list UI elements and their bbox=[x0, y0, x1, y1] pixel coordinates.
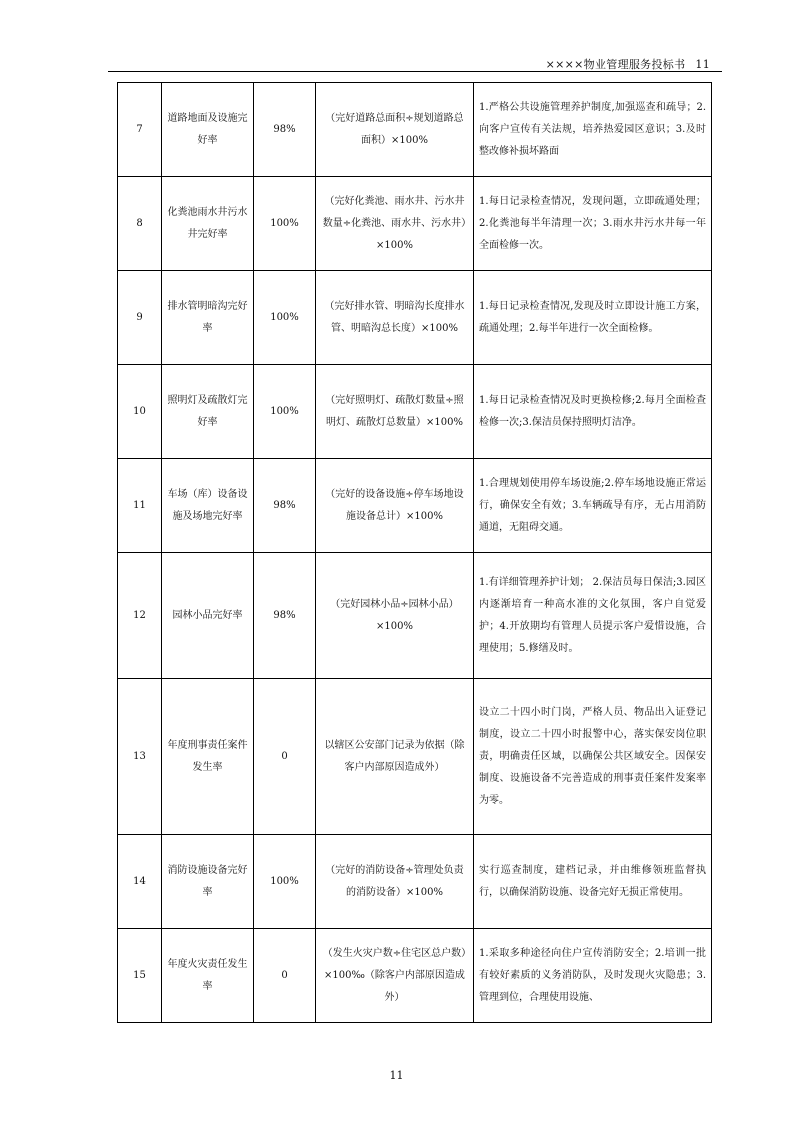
row-target: 98% bbox=[254, 83, 316, 177]
row-number: 7 bbox=[118, 83, 162, 177]
row-item: 道路地面及设施完好率 bbox=[162, 83, 254, 177]
header-page-number: 11 bbox=[695, 58, 710, 71]
table-row bbox=[118, 365, 712, 459]
table-row bbox=[118, 679, 712, 835]
footer-page-number: 11 bbox=[389, 1069, 404, 1082]
header-text bbox=[546, 56, 710, 72]
row-item: 年度火灾责任发生率 bbox=[162, 929, 254, 1023]
row-measure: 1.每日记录检查情况,发现及时立即设计施工方案，疏通处理；2.每半年进行一次全面检修。 bbox=[474, 271, 712, 365]
row-number: 8 bbox=[118, 177, 162, 271]
row-number: 9 bbox=[118, 271, 162, 365]
row-item: 化粪池雨水井污水井完好率 bbox=[162, 177, 254, 271]
row-formula: 以辖区公安部门记录为依据（除客户内部原因造成外） bbox=[316, 679, 474, 835]
table-row bbox=[118, 553, 712, 679]
row-item: 照明灯及疏散灯完好率 bbox=[162, 365, 254, 459]
row-formula: （完好排水管、明暗沟长度排水管、明暗沟总长度）×100% bbox=[316, 271, 474, 365]
row-measure: 实行巡查制度，建档记录，并由维修领班监督执行，以确保消防设施、设备完好无损正常使用。 bbox=[474, 835, 712, 929]
row-target: 0 bbox=[254, 679, 316, 835]
table-row bbox=[118, 271, 712, 365]
table-row bbox=[118, 177, 712, 271]
row-item: 年度刑事责任案件发生率 bbox=[162, 679, 254, 835]
page-header bbox=[108, 52, 722, 72]
row-target: 100% bbox=[254, 365, 316, 459]
row-target: 100% bbox=[254, 177, 316, 271]
row-number: 11 bbox=[118, 459, 162, 553]
row-measure: 1.采取多种途径向住户宣传消防安全；2.培训一批有较好素质的义务消防队，及时发现火灾隐患；3.管理到位，合理使用设施、 bbox=[474, 929, 712, 1023]
table-row bbox=[118, 83, 712, 177]
row-number: 13 bbox=[118, 679, 162, 835]
row-item: 消防设施设备完好率 bbox=[162, 835, 254, 929]
row-formula: （完好化粪池、雨水井、污水井数量÷化粪池、雨水井、污水井）×100% bbox=[316, 177, 474, 271]
row-measure: 1.严格公共设施管理养护制度,加强巡查和疏导；2.向客户宣传有关法规，培养热爱园区意识；3.及时整改修补损坏路面 bbox=[474, 83, 712, 177]
row-formula: （完好照明灯、疏散灯数量÷照明灯、疏散灯总数量）×100% bbox=[316, 365, 474, 459]
header-title: ××××物业管理服务投标书 bbox=[545, 58, 686, 71]
row-item: 园林小品完好率 bbox=[162, 553, 254, 679]
row-measure: 设立二十四小时门岗，严格人员、物品出入证登记制度，设立二十四小时报警中心，落实保安岗位职责，明确责任区域，以确保公共区域安全。因保安制度、设施设备不完善造成的刑事责任案件发案率为零。 bbox=[474, 679, 712, 835]
row-number: 14 bbox=[118, 835, 162, 929]
row-number: 12 bbox=[118, 553, 162, 679]
row-measure: 1.每日记录检查情况及时更换检修;2.每月全面检查检修一次;3.保洁员保持照明灯洁净。 bbox=[474, 365, 712, 459]
row-formula: （完好的消防设备÷管理处负责的消防设备）×100% bbox=[316, 835, 474, 929]
row-target: 98% bbox=[254, 553, 316, 679]
header-rule bbox=[108, 71, 722, 72]
row-target: 0 bbox=[254, 929, 316, 1023]
row-measure: 1.合理规划使用停车场设施;2.停车场地设施正常运行，确保安全有效；3.车辆疏导有序，无占用消防通道，无阻碍交通。 bbox=[474, 459, 712, 553]
row-formula: （完好的设备设施÷停车场地设施设备总计）×100% bbox=[316, 459, 474, 553]
row-measure: 1.有详细管理养护计划； 2.保洁员每日保洁;3.园区内逐渐培育一种高水准的文化氛围，客户自觉爱护；4.开放期均有管理人员提示客户爱惜设施，合理使用；5.修缮及时。 bbox=[474, 553, 712, 679]
row-item: 排水管明暗沟完好率 bbox=[162, 271, 254, 365]
row-target: 100% bbox=[254, 271, 316, 365]
table-row bbox=[118, 835, 712, 929]
row-number: 10 bbox=[118, 365, 162, 459]
table-row bbox=[118, 929, 712, 1023]
row-formula: （完好道路总面积÷规划道路总面积）×100% bbox=[316, 83, 474, 177]
row-target: 100% bbox=[254, 835, 316, 929]
row-formula: （完好园林小品÷园林小品）×100% bbox=[316, 553, 474, 679]
row-number: 15 bbox=[118, 929, 162, 1023]
row-formula: （发生火灾户数÷住宅区总户数）×100‰（除客户内部原因造成外） bbox=[316, 929, 474, 1023]
row-measure: 1.每日记录检查情况，发现问题，立即疏通处理；2.化粪池每半年清理一次；3.雨水井污水井每一年全面检修一次。 bbox=[474, 177, 712, 271]
row-item: 车场（库）设备设施及场地完好率 bbox=[162, 459, 254, 553]
row-target: 98% bbox=[254, 459, 316, 553]
service-standards-table bbox=[117, 82, 712, 1023]
table-row bbox=[118, 459, 712, 553]
